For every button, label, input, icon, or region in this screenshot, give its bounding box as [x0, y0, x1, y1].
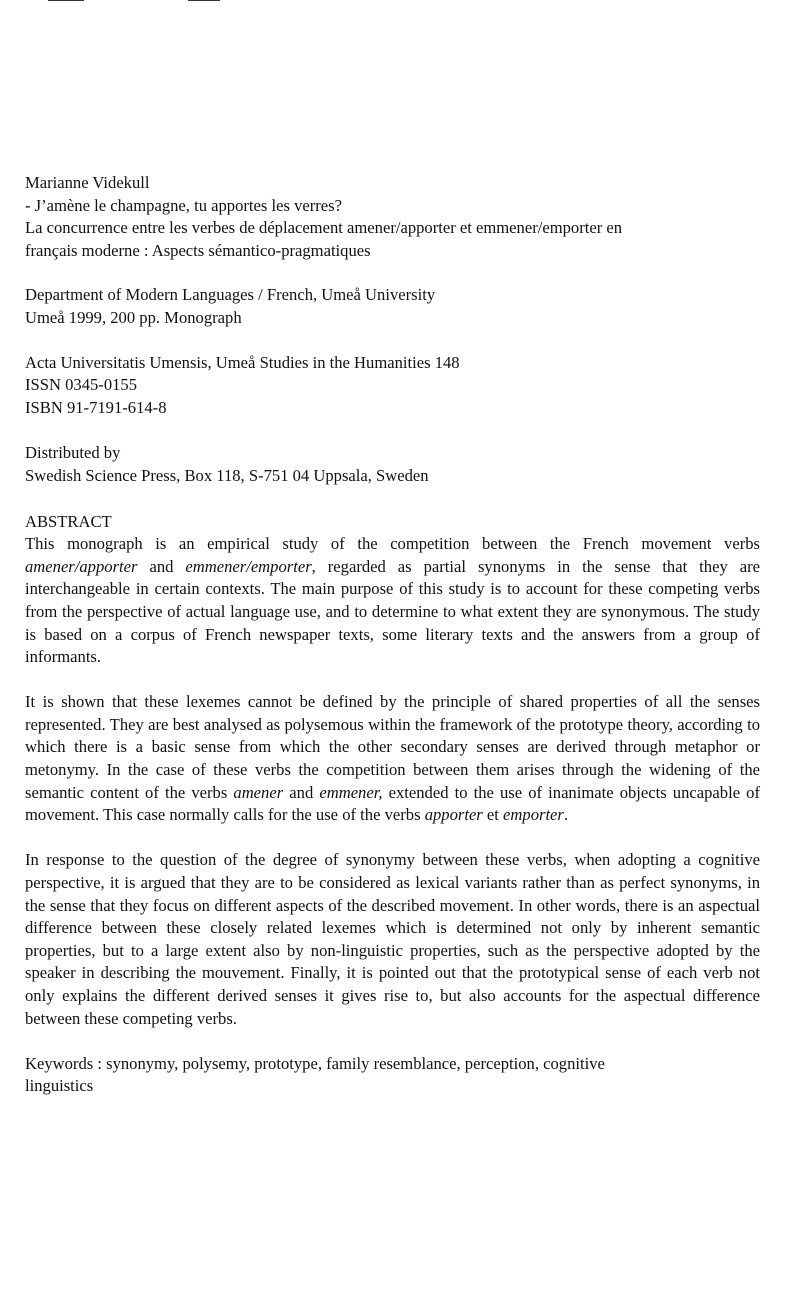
term-emmener: emmener,	[319, 782, 383, 802]
keywords-line-2: linguistics	[25, 1076, 94, 1096]
author-name: Marianne Videkull	[25, 173, 150, 192]
term-amener: amener	[233, 782, 284, 802]
affiliation-block	[25, 284, 760, 329]
abstract-paragraph-1: This monograph is an empirical study of the competition between the French movement verbs amener/apporter and emmener/emporter, regarded as partial synonyms in the sense that they are interchangeable in certain contexts. The main purpose of this study is to account for these competing verbs from the perspective of actual language use, and to determine to what extent they are synonymous. The study is based on a corpus of French newspaper texts, some literary texts and the answers from a group of informants.	[25, 534, 760, 667]
term-amener-apporter: amener/apporter	[25, 556, 138, 576]
publication-info: Umeå 1999, 200 pp. Monograph	[25, 307, 242, 327]
abstract-page	[25, 172, 760, 1098]
distribution-block	[25, 442, 760, 487]
abstract-paragraph-2: It is shown that these lexemes cannot be defined by the principle of shared properties of all the senses represented. They are best analysed as polysemous within the framework of the prototype theory, according to which there is a basic sense from which the other secondary senses are derived through metaphor or metonymy. In the case of these verbs the competition between them arises through the widening of the semantic content of the verbs amener and emmener, extended to the use of inanimate objects uncapable of movement. This case normally calls for the use of the verbs apporter et emporter.	[25, 692, 760, 825]
series-block	[25, 352, 760, 420]
term-emporter: emporter	[503, 805, 564, 825]
keywords-block	[25, 1053, 760, 1098]
top-rule-left	[48, 0, 84, 1]
distributor-address: Swedish Science Press, Box 118, S-751 04 Uppsala, Sweden	[25, 465, 429, 485]
subtitle-line-1: La concurrence entre les verbes de déplacement amener/apporter et emmener/emporter en	[25, 218, 623, 238]
department: Department of Modern Languages / French, Umeå University	[25, 285, 436, 305]
distributed-by-label: Distributed by	[25, 443, 121, 463]
abstract-paragraph-3: In response to the question of the degree of synonymy between these verbs, when adopting a cognitive perspective, it is argued that they are to be considered as lexical variants rather than as perfect synonyms, in the sense that they focus on different aspects of the described movement. In other words, there is an aspectual difference between these closely related lexemes which is determined not only by inherent semantic properties, but to a large extent also by non-linguistic properties, such as the perspective adopted by the speaker in describing the mouvement. Finally, it is pointed out that the prototypical sense of each verb not only explains the different derived senses it gives rise to, but also accounts for the aspectual difference between these competing verbs.	[25, 850, 760, 1028]
keywords-line-1: Keywords : synonymy, polysemy, prototype, family resemblance, perception, cognitive	[25, 1053, 605, 1073]
isbn: ISBN 91-7191-614-8	[25, 397, 167, 417]
book-title: - J’amène le champagne, tu apportes les verres?	[25, 195, 342, 215]
issn: ISSN 0345-0155	[25, 375, 138, 395]
term-emmener-emporter: emmener/emporter	[185, 556, 312, 576]
series-name: Acta Universitatis Umensis, Umeå Studies in the Humanities 148	[25, 352, 460, 372]
abstract-section	[25, 511, 760, 1031]
top-rule-right	[188, 0, 220, 1]
title-block	[25, 172, 760, 262]
abstract-heading: ABSTRACT	[25, 511, 112, 531]
subtitle-line-2: français moderne : Aspects sémantico-pragmatiques	[25, 240, 371, 260]
term-apporter: apporter	[424, 805, 483, 825]
